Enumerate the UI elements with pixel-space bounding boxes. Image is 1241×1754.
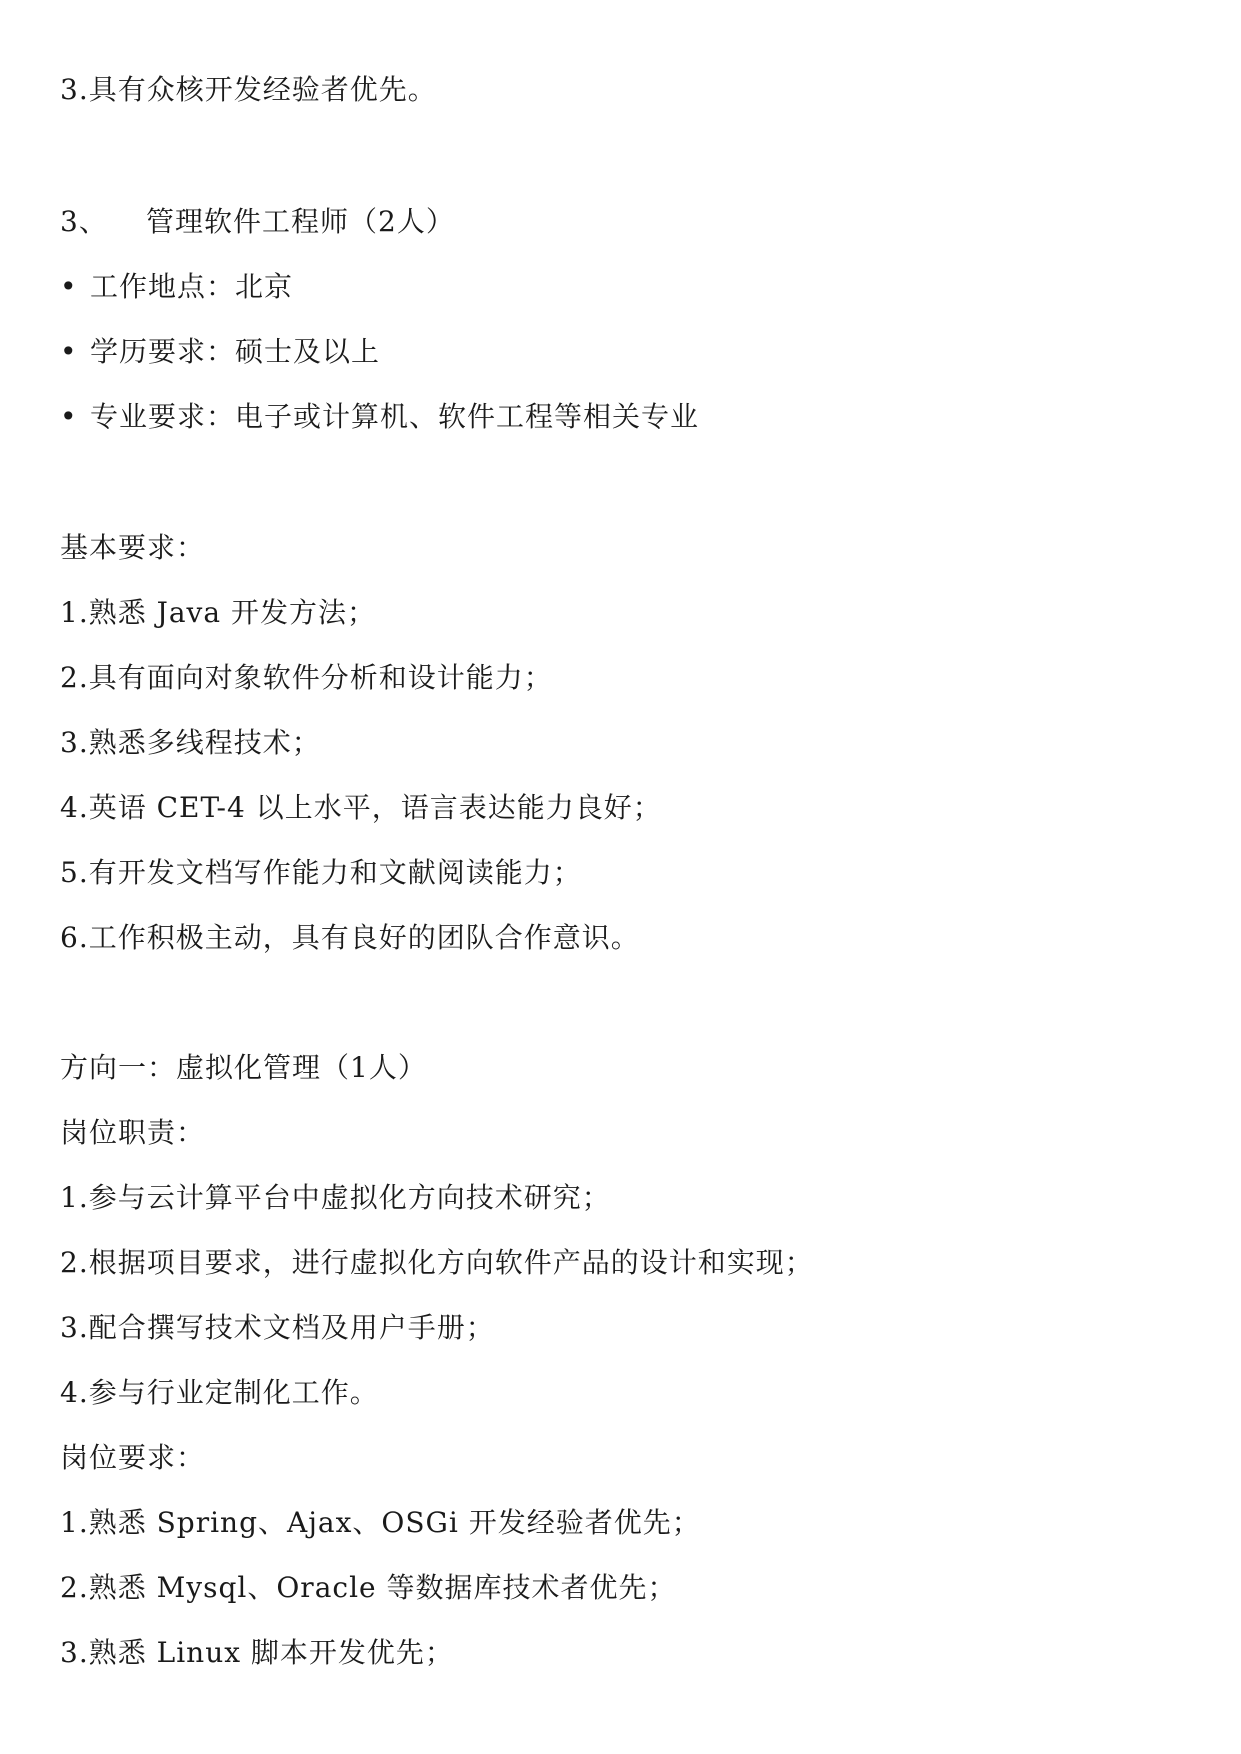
bullet-text: 工作地点：北京	[90, 270, 294, 303]
requirement-item: 3.熟悉多线程技术；	[60, 726, 321, 759]
bullet-icon: •	[60, 335, 78, 368]
bullet-item	[60, 334, 380, 370]
duty-item: 3.配合撰写技术文档及用户手册；	[60, 1311, 495, 1344]
duty-item: 1.参与云计算平台中虚拟化方向技术研究；	[60, 1181, 611, 1214]
basic-requirements-heading: 基本要求：	[60, 531, 206, 564]
bullet-item	[60, 269, 293, 305]
job-requirement-item: 2.熟悉 Mysql、Oracle 等数据库技术者优先；	[60, 1571, 677, 1604]
direction-heading: 方向一：虚拟化管理（1人）	[60, 1051, 427, 1084]
section-heading	[60, 204, 455, 240]
bullet-text: 专业要求：电子或计算机、软件工程等相关专业	[90, 400, 700, 433]
requirement-item: 4.英语 CET-4 以上水平，语言表达能力良好；	[60, 791, 662, 824]
duty-item: 2.根据项目要求，进行虚拟化方向软件产品的设计和实现；	[60, 1246, 814, 1279]
section-title: 管理软件工程师（2人）	[146, 205, 455, 238]
requirement-item: 5.有开发文档写作能力和文献阅读能力；	[60, 856, 582, 889]
requirement-item: 6.工作积极主动，具有良好的团队合作意识。	[60, 921, 640, 954]
bullet-item	[60, 399, 699, 435]
requirement-item: 1.熟悉 Java 开发方法；	[60, 596, 376, 629]
bullet-icon: •	[60, 270, 78, 303]
bullet-icon: •	[60, 400, 78, 433]
bullet-text: 学历要求：硕士及以上	[90, 335, 381, 368]
requirement-item: 2.具有面向对象软件分析和设计能力；	[60, 661, 553, 694]
duties-heading: 岗位职责：	[60, 1116, 206, 1149]
job-requirement-item: 3.熟悉 Linux 脚本开发优先；	[60, 1636, 454, 1669]
requirements-heading: 岗位要求：	[60, 1441, 206, 1474]
section-number: 3、	[60, 205, 108, 238]
duty-item: 4.参与行业定制化工作。	[60, 1376, 379, 1409]
job-requirement-item: 1.熟悉 Spring、Ajax、OSGi 开发经验者优先；	[60, 1506, 701, 1539]
intro-list-item: 3.具有众核开发经验者优先。	[60, 73, 437, 106]
